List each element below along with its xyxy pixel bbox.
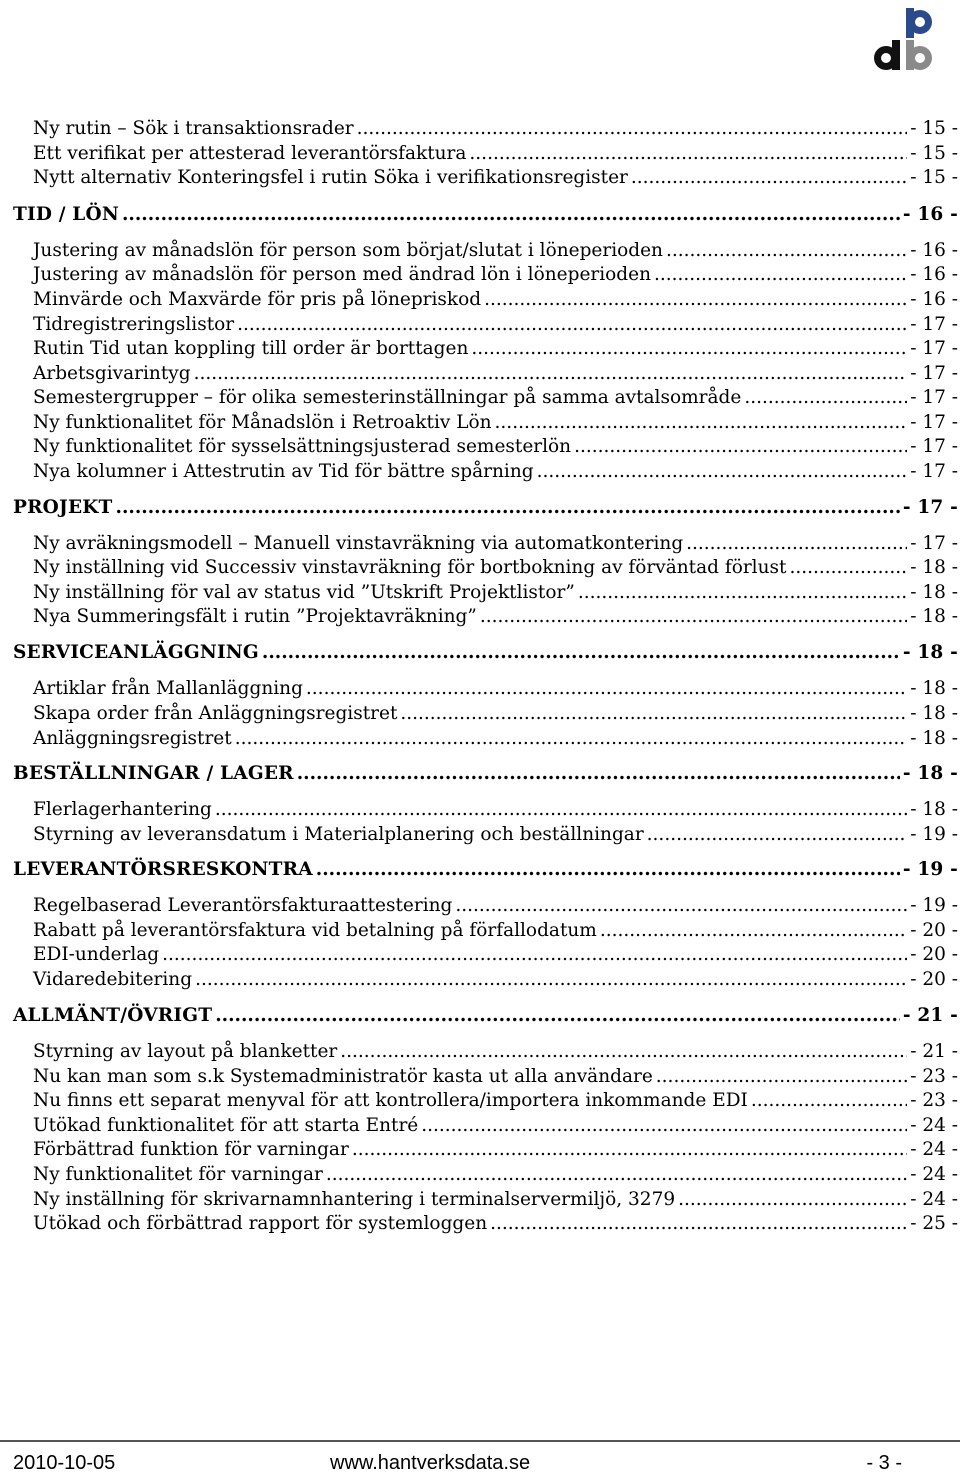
toc-leader-dots	[162, 944, 907, 966]
footer-date: 2010-10-05	[13, 1452, 116, 1474]
toc-entry[interactable]	[33, 1041, 958, 1063]
toc-entry-title: Ny inställning för skrivarnamnhantering i terminalservermiljö, 3279	[33, 1189, 676, 1210]
toc-leader-dots	[357, 118, 908, 140]
toc-entry-page: - 16 -	[902, 204, 958, 225]
toc-leader-dots	[215, 1005, 900, 1027]
toc-entry[interactable]	[33, 557, 958, 579]
toc-entry-title: Ny funktionalitet för sysselsättningsjusterad semesterlön	[33, 436, 572, 457]
toc-entry[interactable]	[33, 703, 958, 725]
toc-leader-dots	[537, 461, 908, 483]
toc-entry-page: - 21 -	[910, 1041, 958, 1062]
toc-entry-page: - 24 -	[910, 1164, 958, 1185]
toc-entry-title: Nu finns ett separat menyval för att kontrollera/importera inkommande EDI	[33, 1090, 748, 1111]
toc-leader-dots	[471, 338, 907, 360]
toc-entry-page: - 17 -	[910, 461, 958, 482]
toc-entry[interactable]	[33, 387, 958, 409]
toc-entry-title: Flerlagerhantering	[33, 799, 212, 820]
toc-entry-title: Ett verifikat per attesterad leverantörsfaktura	[33, 143, 467, 164]
toc-entry-page: - 18 -	[910, 703, 958, 724]
toc-entry-page: - 16 -	[910, 289, 958, 310]
toc-entry-page: - 18 -	[910, 678, 958, 699]
toc-entry-title: Tidregistreringslistor	[33, 314, 235, 335]
toc-entry-page: - 16 -	[910, 264, 958, 285]
toc-entry-page: - 18 -	[902, 642, 958, 663]
toc-entry-title: Minvärde och Maxvärde för pris på lönepriskod	[33, 289, 482, 310]
toc-entry[interactable]	[33, 1115, 958, 1137]
toc-entry[interactable]	[33, 240, 958, 262]
toc-entry-title: Styrning av layout på blanketter	[33, 1041, 338, 1062]
toc-entry[interactable]	[33, 1213, 958, 1235]
toc-entry-title: Semestergrupper – för olika semesterinställningar på samma avtalsområde	[33, 387, 742, 408]
toc-entry-page: - 21 -	[902, 1005, 958, 1026]
toc-leader-dots	[421, 1115, 907, 1137]
toc-entry-title: Nu kan man som s.k Systemadministratör kasta ut alla användare	[33, 1066, 653, 1087]
toc-entry[interactable]	[33, 824, 958, 846]
toc-entry-title: Nya kolumner i Attestrutin av Tid för bättre spårning	[33, 461, 534, 482]
toc-leader-dots	[400, 703, 907, 725]
toc-entry[interactable]	[33, 969, 958, 991]
toc-entry-title: Skapa order från Anläggningsregistret	[33, 703, 398, 724]
toc-entry-page: - 18 -	[910, 728, 958, 749]
toc-entry-title: Arbetsgivarintyg	[33, 363, 191, 384]
toc-entry[interactable]	[33, 606, 958, 628]
toc-entry-page: - 17 -	[910, 436, 958, 457]
toc-entry-title: Utökad funktionalitet för att starta Entré	[33, 1115, 419, 1136]
toc-leader-dots	[578, 582, 907, 604]
toc-entry-title: Artiklar från Mallanläggning	[33, 678, 303, 699]
toc-entry-title: SERVICEANLÄGGNING	[13, 642, 259, 663]
toc-entry-page: - 24 -	[910, 1189, 958, 1210]
toc-entry-title: Styrning av leveransdatum i Materialplanering och beställningar	[33, 824, 644, 845]
toc-leader-dots	[262, 642, 900, 664]
toc-entry-title: PROJEKT	[13, 497, 113, 518]
toc-entry-page: - 17 -	[910, 363, 958, 384]
toc-section-heading[interactable]	[13, 859, 958, 881]
toc-entry-title: Ny funktionalitet för Månadslön i Retroaktiv Lön	[33, 412, 492, 433]
toc-entry-page: - 17 -	[910, 533, 958, 554]
toc-entry[interactable]	[33, 436, 958, 458]
toc-entry[interactable]	[33, 533, 958, 555]
toc-entry-title: EDI-underlag	[33, 944, 160, 965]
toc-entry[interactable]	[33, 143, 958, 165]
toc-entry-page: - 15 -	[910, 143, 958, 164]
toc-section-heading[interactable]	[13, 204, 958, 226]
toc-entry-title: BESTÄLLNINGAR / LAGER	[13, 763, 294, 784]
toc-entry-title: Nytt alternativ Konteringsfel i rutin Söka i verifikationsregister	[33, 167, 628, 188]
toc-entry-page: - 17 -	[902, 497, 958, 518]
toc-leader-dots	[326, 1164, 907, 1186]
toc-entry-page: - 20 -	[910, 944, 958, 965]
toc-entry-title: Rutin Tid utan koppling till order är borttagen	[33, 338, 469, 359]
toc-entry[interactable]	[33, 289, 958, 311]
toc-entry[interactable]	[33, 412, 958, 434]
toc-leader-dots	[215, 799, 907, 821]
toc-entry-page: - 23 -	[910, 1066, 958, 1087]
page-footer	[0, 1440, 960, 1474]
toc-leader-dots	[195, 969, 907, 991]
toc-entry-title: Regelbaserad Leverantörsfakturaattestering	[33, 895, 453, 916]
toc-leader-dots	[237, 314, 907, 336]
toc-leader-dots	[631, 167, 907, 189]
toc-entry-page: - 25 -	[910, 1213, 958, 1234]
toc-entry-title: TID / LÖN	[13, 204, 119, 225]
toc-section-heading[interactable]	[13, 642, 958, 664]
toc-entry-title: Ny inställning vid Successiv vinstavräkning för bortbokning av förväntad förlust	[33, 557, 787, 578]
toc-entry-page: - 19 -	[902, 859, 958, 880]
toc-entry-page: - 17 -	[910, 314, 958, 335]
toc-section-heading[interactable]	[13, 497, 958, 519]
toc-entry-title: Ny funktionalitet för varningar	[33, 1164, 323, 1185]
toc-entry-page: - 17 -	[910, 387, 958, 408]
toc-leader-dots	[316, 859, 900, 881]
toc-entry-page: - 18 -	[910, 582, 958, 603]
toc-entry[interactable]	[33, 1164, 958, 1186]
toc-leader-dots	[122, 204, 900, 226]
toc-entry-page: - 24 -	[910, 1115, 958, 1136]
toc-entry-page: - 15 -	[910, 118, 958, 139]
toc-entry-title: Rabatt på leverantörsfaktura vid betalning på förfallodatum	[33, 920, 597, 941]
toc-entry[interactable]	[33, 1090, 958, 1112]
toc-leader-dots	[751, 1090, 907, 1112]
footer-url[interactable]: www.hantverksdata.se	[330, 1452, 531, 1474]
toc-entry-title: ALLMÄNT/ÖVRIGT	[13, 1005, 213, 1026]
toc-entry[interactable]	[33, 118, 958, 140]
toc-leader-dots	[340, 1041, 907, 1063]
toc-entry-title: Förbättrad funktion för varningar	[33, 1139, 349, 1160]
toc-entry-page: - 18 -	[910, 557, 958, 578]
toc-leader-dots	[574, 436, 907, 458]
toc-entry-title: Nya Summeringsfält i rutin ”Projektavräkning”	[33, 606, 477, 627]
toc-entry-page: - 24 -	[910, 1139, 958, 1160]
toc-entry-page: - 19 -	[910, 824, 958, 845]
toc-leader-dots	[235, 728, 907, 750]
toc-entry[interactable]	[33, 944, 958, 966]
toc-entry[interactable]	[33, 799, 958, 821]
toc-section-heading[interactable]	[13, 1005, 958, 1027]
toc-entry-title: Vidaredebitering	[33, 969, 193, 990]
toc-leader-dots	[600, 920, 907, 942]
toc-entry-page: - 17 -	[910, 412, 958, 433]
toc-entry[interactable]	[33, 678, 958, 700]
toc-entry-title: Anläggningsregistret	[33, 728, 232, 749]
toc-leader-dots	[647, 824, 908, 846]
toc-leader-dots	[194, 363, 908, 385]
footer-page-number: - 3 -	[866, 1452, 902, 1474]
toc-entry-page: - 18 -	[910, 606, 958, 627]
toc-entry-title: Ny avräkningsmodell – Manuell vinstavräkning via automatkontering	[33, 533, 684, 554]
toc-entry-title: Justering av månadslön för person med ändrad lön i löneperioden	[33, 264, 651, 285]
toc-entry-title: LEVERANTÖRSRESKONTRA	[13, 859, 313, 880]
toc-leader-dots	[495, 412, 908, 434]
toc-leader-dots	[480, 606, 907, 628]
toc-entry-title: Utökad och förbättrad rapport för systemloggen	[33, 1213, 488, 1234]
toc-entry[interactable]	[33, 1066, 958, 1088]
toc-entry-page: - 18 -	[902, 763, 958, 784]
toc-leader-dots	[116, 497, 900, 519]
toc-leader-dots	[484, 289, 907, 311]
toc-leader-dots	[654, 264, 907, 286]
toc-entry-title: Ny rutin – Sök i transaktionsrader	[33, 118, 354, 139]
toc-entry-page: - 16 -	[910, 240, 958, 261]
toc-entry-page: - 15 -	[910, 167, 958, 188]
toc-leader-dots	[490, 1213, 907, 1235]
toc-entry[interactable]	[33, 895, 958, 917]
toc-entry-page: - 20 -	[910, 920, 958, 941]
toc-entry-page: - 23 -	[910, 1090, 958, 1111]
toc-entry-page: - 19 -	[910, 895, 958, 916]
toc-leader-dots	[744, 387, 907, 409]
toc-entry-title: Ny inställning för val av status vid ”Utskrift Projektlistor”	[33, 582, 575, 603]
toc-entry[interactable]	[33, 1139, 958, 1161]
toc-entry-page: - 17 -	[910, 338, 958, 359]
toc-entry-title: Justering av månadslön för person som börjat/slutat i löneperioden	[33, 240, 663, 261]
toc-entry[interactable]	[33, 167, 958, 189]
toc-leader-dots	[666, 240, 907, 262]
toc-entry[interactable]	[33, 1189, 958, 1211]
toc-leader-dots	[352, 1139, 907, 1161]
toc-leader-dots	[455, 895, 907, 917]
toc-entry-page: - 20 -	[910, 969, 958, 990]
toc-entry[interactable]	[33, 314, 958, 336]
toc-leader-dots	[297, 763, 900, 785]
toc-entry[interactable]	[33, 363, 958, 385]
toc-entry[interactable]	[33, 338, 958, 360]
toc-entry[interactable]	[33, 728, 958, 750]
toc-leader-dots	[656, 1066, 907, 1088]
toc-entry-page: - 18 -	[910, 799, 958, 820]
toc-leader-dots	[678, 1189, 907, 1211]
toc-entry[interactable]	[33, 920, 958, 942]
toc-entry[interactable]	[33, 461, 958, 483]
toc-leader-dots	[306, 678, 907, 700]
toc-section-heading[interactable]	[13, 763, 958, 785]
hantverksdata-logo-icon	[870, 6, 936, 72]
toc-entry[interactable]	[33, 582, 958, 604]
toc-leader-dots	[469, 143, 907, 165]
toc-leader-dots	[686, 533, 907, 555]
toc-leader-dots	[789, 557, 907, 579]
toc-entry[interactable]	[33, 264, 958, 286]
